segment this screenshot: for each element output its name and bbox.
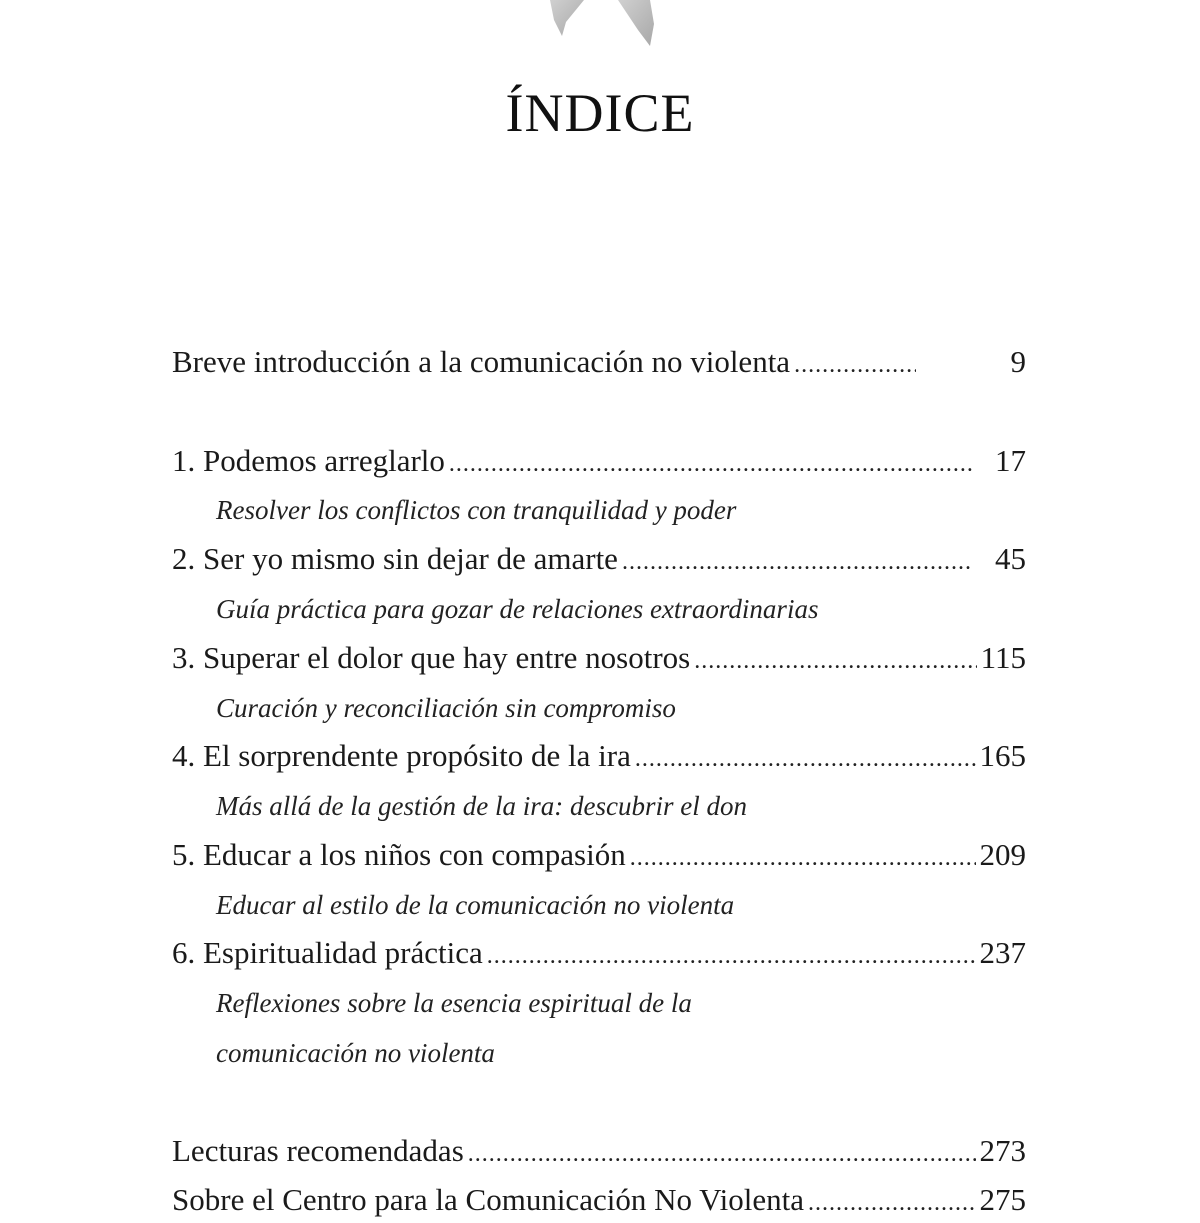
dot-leader [694, 641, 976, 681]
dot-leader [487, 936, 976, 976]
page-number: 165 [979, 738, 1026, 773]
entry-label: 6. Espiritualidad práctica [172, 935, 483, 970]
chapter-3-subtitle: Curación y reconciliación sin compromiso [216, 693, 676, 723]
entry-label: 5. Educar a los niños con compasión [172, 837, 626, 872]
entry-label: 3. Superar el dolor que hay entre nosotros [172, 640, 691, 675]
page-number: 45 [995, 541, 1026, 576]
toc-entry-chapter-2[interactable] [172, 539, 1026, 582]
page-number: 9 [1010, 344, 1026, 379]
entry-label: 4. El sorprendente propósito de la ira [172, 738, 631, 773]
chapter-1-subtitle: Resolver los conflictos con tranquilidad y poder [216, 495, 737, 525]
dot-leader [794, 345, 916, 385]
page-title: ÍNDICE [505, 83, 695, 143]
dot-leader [635, 739, 976, 779]
entry-label: 1. Podemos arreglarlo [172, 443, 445, 478]
page-number: 275 [979, 1182, 1026, 1217]
page-number: 209 [979, 837, 1026, 872]
entry-label: Breve introducción a la comunicación no violenta [172, 344, 791, 379]
dot-leader [468, 1134, 976, 1174]
dot-leader [630, 838, 976, 878]
dot-leader [808, 1183, 975, 1223]
page-number: 237 [979, 935, 1026, 970]
chapter-6-subtitle-line-2: comunicación no violenta [216, 1038, 495, 1068]
dot-leader [449, 444, 973, 484]
dot-leader [622, 542, 973, 582]
toc-entry-chapter-1[interactable] [172, 441, 1026, 484]
toc-entry-recommended-reading[interactable] [172, 1131, 1026, 1174]
page-number: 17 [995, 443, 1026, 478]
toc-entry-chapter-4[interactable] [172, 736, 1026, 779]
ribbon-ornament-icon [520, 0, 680, 50]
page-number: 273 [979, 1133, 1026, 1168]
chapter-4-subtitle: Más allá de la gestión de la ira: descubrir el don [216, 791, 747, 821]
toc-entry-intro[interactable] [172, 342, 1026, 385]
entry-label: Sobre el Centro para la Comunicación No Violenta [172, 1182, 805, 1217]
entry-label: 2. Ser yo mismo sin dejar de amarte [172, 541, 618, 576]
toc-entry-chapter-5[interactable] [172, 835, 1026, 878]
page-number: 115 [980, 640, 1026, 675]
entry-label: Lecturas recomendadas [172, 1133, 464, 1168]
toc-entry-chapter-3[interactable] [172, 638, 1026, 681]
chapter-2-subtitle: Guía práctica para gozar de relaciones extraordinarias [216, 594, 819, 624]
chapter-6-subtitle-line-1: Reflexiones sobre la esencia espiritual de la [216, 988, 692, 1018]
chapter-5-subtitle: Educar al estilo de la comunicación no violenta [216, 890, 735, 920]
toc-entry-about-center[interactable] [172, 1180, 1026, 1223]
toc-entry-chapter-6[interactable] [172, 933, 1026, 976]
